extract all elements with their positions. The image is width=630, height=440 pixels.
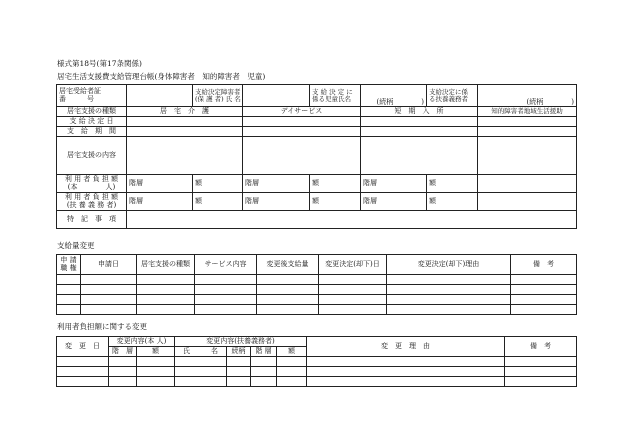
change-burden-table (56, 336, 577, 387)
burden-self-day-amount[interactable]: 額 (310, 175, 361, 193)
change-burden-cell[interactable] (137, 367, 175, 377)
change-burden-cell[interactable] (505, 377, 577, 387)
change-amount-cell[interactable] (511, 285, 577, 295)
table-row (57, 295, 577, 305)
change-burden-cell[interactable] (505, 357, 577, 367)
burden-sup-day-tier[interactable]: 階層 (243, 193, 310, 211)
change-amount-cell[interactable] (387, 305, 511, 315)
change-amount-cell[interactable] (137, 285, 195, 295)
change-amount-cell[interactable] (319, 295, 387, 305)
col-home-care: 居 宅 介 護 (127, 107, 243, 117)
change-amount-header: 申請日 (81, 255, 137, 275)
burden-self-home-tier[interactable]: 階層 (127, 175, 193, 193)
change-amount-cell[interactable] (57, 275, 81, 285)
decision-date-short[interactable] (361, 117, 478, 127)
change-amount-cell[interactable] (511, 295, 577, 305)
burden-remarks-label: 備 考 (505, 337, 577, 357)
change-burden-cell[interactable] (277, 377, 307, 387)
sup-amount-label: 額 (277, 347, 307, 357)
change-burden-title: 利用者負担額に関する変更 (57, 322, 147, 331)
change-burden-cell[interactable] (137, 377, 175, 387)
change-burden-cell[interactable] (307, 377, 505, 387)
sup-relation-label: 続柄 (227, 347, 251, 357)
period-day[interactable] (243, 127, 361, 137)
remarks-label: 特 記 事 項 (57, 211, 127, 229)
change-burden-cell[interactable] (227, 357, 251, 367)
period-home[interactable] (127, 127, 243, 137)
change-amount-header: 変更決定(却下)理由 (387, 255, 511, 275)
change-burden-cell[interactable] (109, 357, 137, 367)
change-amount-cell[interactable] (319, 285, 387, 295)
change-burden-cell[interactable] (57, 367, 109, 377)
change-burden-cell[interactable] (109, 367, 137, 377)
change-amount-cell[interactable] (137, 305, 195, 315)
service-type-label: 居宅支援の種類 (57, 107, 127, 117)
burden-self-group[interactable] (478, 175, 577, 193)
burden-supporter-label: 利 用 者 負 担 額 (扶 養 義 務 者) (57, 193, 127, 211)
decision-date-group[interactable] (478, 117, 577, 127)
change-burden-cell[interactable] (109, 377, 137, 387)
supporter-name-field[interactable]: (続柄 ) (478, 85, 577, 107)
change-amount-cell[interactable] (81, 295, 137, 305)
decision-date-label: 支 給 決 定 日 (57, 117, 127, 127)
decision-date-home[interactable] (127, 117, 243, 127)
change-amount-cell[interactable] (137, 275, 195, 285)
child-name-field[interactable]: (続柄 ) (361, 85, 427, 107)
burden-sup-short-amount[interactable]: 額 (427, 193, 478, 211)
change-burden-cell[interactable] (57, 357, 109, 367)
change-burden-cell[interactable] (307, 367, 505, 377)
reason-label: 変 更 理 由 (307, 337, 505, 357)
col-short-stay: 短 期 入 所 (361, 107, 478, 117)
content-home[interactable] (127, 137, 243, 175)
self-amount-label: 額 (137, 347, 175, 357)
change-amount-header: 居宅支援の種類 (137, 255, 195, 275)
change-amount-cell[interactable] (81, 275, 137, 285)
table-row (57, 357, 577, 367)
change-amount-header: 備 考 (511, 255, 577, 275)
supporter-content-label: 変更内容(扶養義務者) (175, 337, 307, 347)
change-amount-cell[interactable] (387, 295, 511, 305)
col-day-service: デイサービス (243, 107, 361, 117)
change-amount-cell[interactable] (137, 295, 195, 305)
change-amount-title: 支給量変更 (57, 241, 95, 250)
period-label: 支 給 期 間 (57, 127, 127, 137)
sup-tier-label: 階 層 (251, 347, 277, 357)
burden-self-day-tier[interactable]: 階層 (243, 175, 310, 193)
change-amount-cell[interactable] (195, 285, 257, 295)
change-burden-cell[interactable] (227, 377, 251, 387)
table-row (57, 275, 577, 285)
cert-no-label: 居宅受給者証 番 号 (57, 85, 127, 107)
self-tier-label: 階 層 (109, 347, 137, 357)
burden-sup-home-amount[interactable]: 額 (193, 193, 243, 211)
self-content-label: 変更内容(本 人) (109, 337, 175, 347)
change-burden-cell[interactable] (251, 367, 277, 377)
form-number: 様式第18号(第17条関係) (57, 59, 142, 68)
change-amount-cell[interactable] (195, 305, 257, 315)
period-group[interactable] (478, 127, 577, 137)
content-label: 居宅支援の内容 (57, 137, 127, 175)
change-burden-cell[interactable] (251, 357, 277, 367)
guardian-name-field[interactable] (243, 85, 310, 107)
content-day[interactable] (243, 137, 361, 175)
change-date-label: 変 更 日 (57, 337, 109, 357)
burden-sup-short-tier[interactable]: 階層 (361, 193, 427, 211)
change-amount-cell[interactable] (57, 305, 81, 315)
table-row (57, 377, 577, 387)
burden-self-short-amount[interactable]: 額 (427, 175, 478, 193)
ledger-table (56, 84, 577, 229)
child-label: 支 給 決 定 に 係る児童氏名 (310, 85, 361, 107)
cert-no-boxes[interactable] (127, 85, 193, 107)
change-burden-cell[interactable] (57, 377, 109, 387)
burden-self-short-tier[interactable]: 階層 (361, 175, 427, 193)
table-row (57, 285, 577, 295)
content-short[interactable] (361, 137, 478, 175)
table-row (57, 367, 577, 377)
supporter-label: 支給決定に係 る扶養義務者 (427, 85, 478, 107)
page-title: 居宅生活支援費支給管理台帳(身体障害者 知的障害者 児童) (57, 72, 266, 81)
change-amount-cell[interactable] (81, 285, 137, 295)
change-burden-cell[interactable] (175, 367, 227, 377)
change-amount-header: サービス内容 (195, 255, 257, 275)
change-amount-cell[interactable] (81, 305, 137, 315)
period-short[interactable] (361, 127, 478, 137)
change-burden-cell[interactable] (137, 357, 175, 367)
change-amount-cell[interactable] (257, 275, 319, 285)
burden-self-home-amount[interactable]: 額 (193, 175, 243, 193)
burden-sup-group[interactable] (478, 193, 577, 211)
change-amount-table (56, 254, 577, 315)
change-burden-cell[interactable] (251, 377, 277, 387)
change-amount-cell[interactable] (387, 275, 511, 285)
content-group[interactable] (478, 137, 577, 175)
guardian-label: 支給決定障害者 (保 護 者) 氏 名 (193, 85, 243, 107)
change-amount-cell[interactable] (511, 275, 577, 285)
change-amount-cell[interactable] (57, 295, 81, 305)
change-amount-cell[interactable] (319, 275, 387, 285)
change-amount-cell[interactable] (511, 305, 577, 315)
change-burden-cell[interactable] (307, 357, 505, 367)
change-amount-cell[interactable] (57, 285, 81, 295)
change-burden-cell[interactable] (505, 367, 577, 377)
change-burden-cell[interactable] (175, 357, 227, 367)
change-amount-cell[interactable] (195, 275, 257, 285)
burden-sup-home-tier[interactable]: 階層 (127, 193, 193, 211)
change-amount-header: 変更後支給量 (257, 255, 319, 275)
change-amount-header: 変更決定(却下)日 (319, 255, 387, 275)
change-amount-cell[interactable] (319, 305, 387, 315)
remarks-field[interactable] (127, 211, 577, 229)
col-group-home: 知的障害者地域生活援助 (478, 107, 577, 117)
change-amount-cell[interactable] (257, 295, 319, 305)
change-burden-cell[interactable] (277, 357, 307, 367)
sup-name-label: 氏 名 (175, 347, 227, 357)
change-amount-cell[interactable] (257, 285, 319, 295)
change-amount-cell[interactable] (257, 305, 319, 315)
decision-date-day[interactable] (243, 117, 361, 127)
burden-sup-day-amount[interactable]: 額 (310, 193, 361, 211)
change-amount-cell[interactable] (387, 285, 511, 295)
table-row (57, 305, 577, 315)
burden-self-label: 利 用 者 負 担 額 (本 人) (57, 175, 127, 193)
change-burden-cell[interactable] (175, 377, 227, 387)
change-amount-header: 申 請 職 権 (57, 255, 81, 275)
change-amount-cell[interactable] (195, 295, 257, 305)
change-burden-cell[interactable] (277, 367, 307, 377)
change-burden-cell[interactable] (227, 367, 251, 377)
